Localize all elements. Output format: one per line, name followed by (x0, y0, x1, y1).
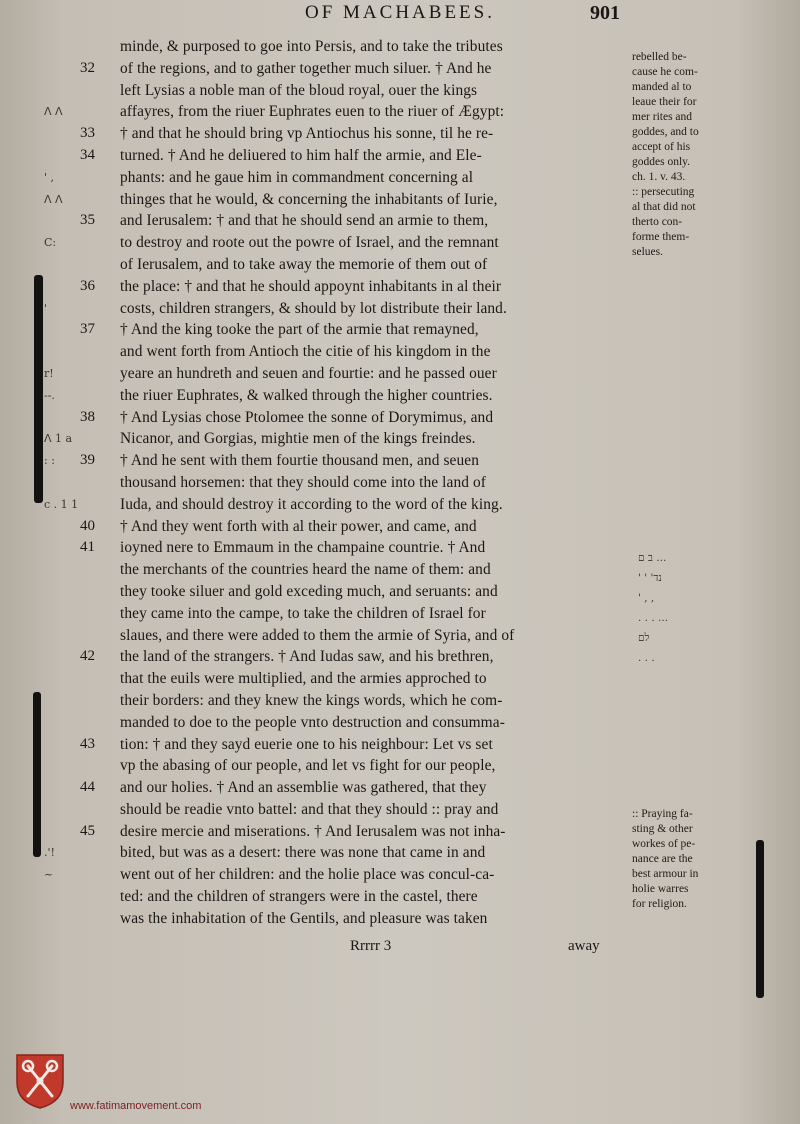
text-line (20, 494, 800, 516)
verse-number: 41 (80, 539, 95, 556)
line-text: tion: † and they sayd euerie one to his neighbour: Let vs set (120, 735, 493, 753)
text-line (20, 690, 800, 712)
line-text: thousand horsemen: that they should come into the land of (120, 473, 487, 491)
page-header (0, 0, 800, 34)
ink-bleed-left-top (34, 275, 43, 503)
line-text: turned. † And he deliuered to him half the armie, and Ele- (120, 146, 482, 164)
line-text: vp the abasing of our people, and let vs fight for our people, (120, 757, 496, 775)
crossed-keys-shield-icon (14, 1052, 66, 1110)
line-text: thinges that he would, & concerning the inhabitants of Iurie, (120, 190, 498, 208)
line-text: they came into the campe, to take the children of Israel for (120, 604, 486, 622)
line-text: the place: † and that he should appoynt inhabitants in al their (120, 277, 502, 295)
margin-marks: r! (44, 366, 54, 380)
line-text: manded to doe to the people vnto destruction and consumma- (120, 713, 505, 731)
line-text: desire mercie and miserations. † And Ierusalem was not inha- (120, 822, 506, 840)
line-text: † And he sent with them fourtie thousand men, and seuen (120, 452, 479, 470)
margin-marks: ᐱ ᐱ (44, 192, 63, 206)
line-text: † And they went forth with al their power, and came, and (120, 517, 477, 535)
line-text: and our holies. † And an assemblie was gathered, that they (120, 779, 487, 797)
text-line (20, 407, 800, 429)
verse-number: 32 (80, 59, 95, 76)
line-text: they tooke siluer and gold exceding much, and seruants: and (120, 582, 498, 600)
text-line (20, 734, 800, 756)
verse-number: 43 (80, 735, 95, 752)
text-line (20, 668, 800, 690)
line-text: ted: and the children of strangers were in the castel, there (120, 888, 478, 906)
line-text: to destroy and roote out the powre of Israel, and the remnant (120, 234, 499, 252)
margin-marks: c . 1 1 (44, 497, 79, 511)
line-text: of Ierusalem, and to take away the memorie of them out of (120, 255, 488, 273)
line-text: costs, children strangers, & should by lot distribute their land. (120, 299, 507, 317)
text-line (20, 341, 800, 363)
margin-marks: ' (44, 301, 48, 315)
verse-number: 42 (80, 648, 95, 665)
line-text: should be readie vnto battel: and that they should :: pray and (120, 800, 499, 818)
margin-marks: ' , (44, 170, 55, 184)
text-line (20, 276, 800, 298)
line-text: phants: and he gaue him in commandment concerning al (120, 168, 474, 186)
line-text: their borders: and they knew the kings words, which he com- (120, 691, 503, 709)
line-text: the land of the strangers. † And Iudas saw, and his brethren, (120, 648, 494, 666)
text-line (20, 319, 800, 341)
verse-number: 40 (80, 517, 95, 534)
running-head: OF MACHABEES. (305, 2, 495, 23)
signature-mark: Rrrrr 3 (350, 938, 392, 954)
line-text: Iuda, and should destroy it according to the word of the king. (120, 495, 503, 513)
margin-marks: --. (44, 388, 55, 402)
verse-number: 38 (80, 408, 95, 425)
line-text: † And the king tooke the part of the armie that remayned, (120, 321, 479, 339)
text-line (20, 472, 800, 494)
line-text: the merchants of the countries heard the name of them: and (120, 561, 491, 579)
line-text: and Ierusalem: † and that he should send an armie to them, (120, 212, 489, 230)
text-line (20, 450, 800, 472)
verse-number: 37 (80, 321, 95, 338)
margin-note-praying: :: Praying fa- sting & other workes of pe- nance are the best armour in holie warres for religion. (632, 808, 699, 910)
line-text: bited, but was as a desert: there was none that came in and (120, 844, 486, 862)
line-text: of the regions, and to gather together much siluer. † And he (120, 59, 492, 77)
text-line (20, 516, 800, 538)
text-line (20, 777, 800, 799)
line-text: † and that he should bring vp Antiochus his sonne, til he re- (120, 125, 494, 143)
ink-bleed-right (756, 840, 764, 998)
verse-number: 34 (80, 146, 95, 163)
margin-marks: ~ (44, 868, 54, 882)
line-text: yeare an hundreth and seuen and fourtie: and he passed ouer (120, 364, 497, 382)
line-text: was the inhabitation of the Gentils, and pleasure was taken (120, 909, 488, 927)
line-text: and went forth from Antioch the citie of his kingdom in the (120, 343, 491, 361)
margin-marks: ᐱ 1 a (44, 432, 73, 446)
verse-number: 44 (80, 779, 95, 796)
margin-marks: C: (44, 236, 57, 250)
verse-number: 35 (80, 212, 95, 229)
footer (14, 1052, 414, 1112)
line-text: minde, & purposed to goe into Persis, and to take the tributes (120, 38, 503, 55)
folio-number: 901 (590, 2, 620, 24)
line-text: † And Lysias chose Ptolomee the sonne of Dorymimus, and (120, 408, 494, 426)
text-line (20, 755, 800, 777)
margin-note-marks: ב ם ... ' ' 'נד ' , , . . . ... לם . . . (638, 552, 669, 664)
verse-number: 36 (80, 277, 95, 294)
margin-marks: ᐱ ᐱ (44, 105, 63, 119)
line-text: left Lysias a noble man of the bloud royal, ouer the kings (120, 81, 478, 99)
line-text: affayres, from the riuer Euphrates euen to the riuer of Ægypt: (120, 103, 505, 121)
line-text: slaues, and there were added to them the armie of Syria, and of (120, 626, 515, 644)
margin-marks: : : (44, 454, 55, 468)
verse-number: 33 (80, 125, 95, 142)
line-text: the riuer Euphrates, & walked through the higher countries. (120, 386, 493, 404)
text-line (20, 428, 800, 450)
margin-note-rebelled: rebelled be- cause he com- manded al to leaue their for mer rites and goddes, and to accept of his goddes only. ch. 1. v. 43. :: persecuting al that did not therto con- forme them- selues. (632, 51, 699, 258)
line-text: Nicanor, and Gorgias, mightie men of the kings freindes. (120, 430, 476, 448)
line-text: that the euils were multiplied, and the armies approched to (120, 670, 487, 688)
verse-number: 45 (80, 822, 95, 839)
verse-number: 39 (80, 452, 95, 469)
text-line (20, 298, 800, 320)
text-line (20, 385, 800, 407)
catchword: away (568, 938, 600, 954)
website-link[interactable]: www.fatimamovement.com (70, 1100, 202, 1112)
margin-marks: .'! (44, 846, 55, 860)
line-text: went out of her children: and the holie place was concul-ca- (120, 866, 495, 884)
line-text: ioyned nere to Emmaum in the champaine countrie. † And (120, 539, 486, 557)
text-line (20, 363, 800, 385)
ink-bleed-left-bottom (33, 692, 41, 857)
text-line (20, 712, 800, 734)
